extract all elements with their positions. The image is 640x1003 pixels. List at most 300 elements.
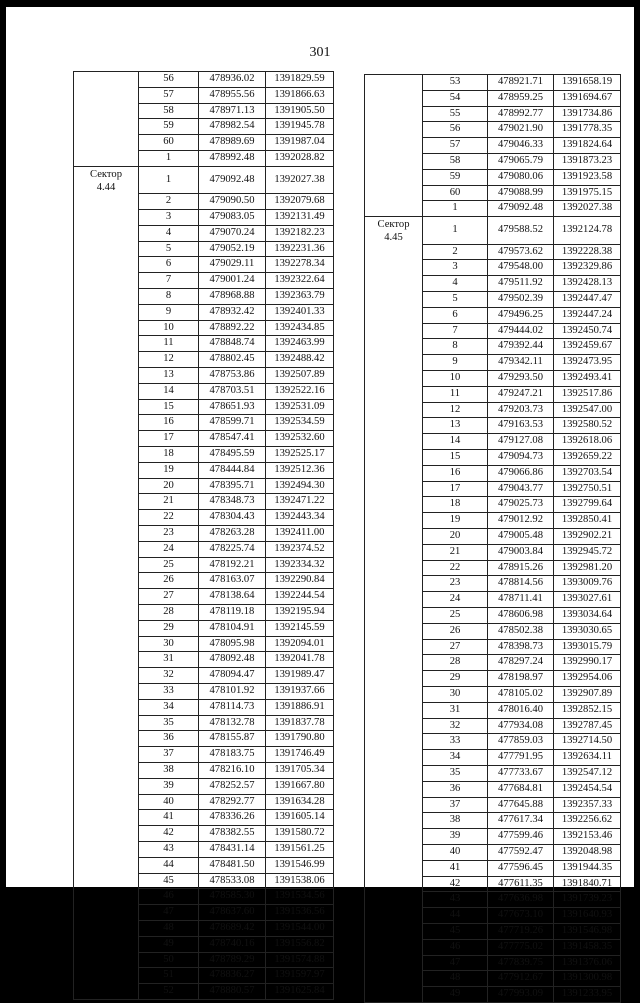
point-number-cell: 8: [139, 289, 199, 305]
y-coordinate-cell: 1391705.34: [266, 762, 334, 778]
y-coordinate-cell: 1391544.00: [266, 920, 334, 936]
table-row: [74, 273, 334, 289]
table-row: [365, 276, 621, 292]
y-coordinate-cell: 1392852.15: [554, 702, 621, 718]
x-coordinate-cell: 479066.86: [488, 465, 554, 481]
y-coordinate-cell: 1392041.78: [266, 652, 334, 668]
y-coordinate-cell: 1392787.45: [554, 718, 621, 734]
table-row: [365, 513, 621, 529]
sector-cell: [365, 955, 423, 971]
y-coordinate-cell: 1392463.99: [266, 336, 334, 352]
table-row: [365, 481, 621, 497]
x-coordinate-cell: 477719.26: [488, 923, 554, 939]
table-row: [365, 908, 621, 924]
x-coordinate-cell: 479293.50: [488, 371, 554, 387]
x-coordinate-cell: 478138.64: [199, 589, 266, 605]
table-row: [365, 418, 621, 434]
x-coordinate-cell: 478915.26: [488, 560, 554, 576]
y-coordinate-cell: 1392580.52: [554, 418, 621, 434]
table-row: [74, 984, 334, 1000]
y-coordinate-cell: 1392094.01: [266, 636, 334, 652]
sector-cell: [365, 734, 423, 750]
x-coordinate-cell: 477592.47: [488, 844, 554, 860]
table-row: [74, 135, 334, 151]
y-coordinate-cell: 1392322.64: [266, 273, 334, 289]
coordinates-table-left: [73, 71, 334, 1000]
point-number-cell: 20: [139, 478, 199, 494]
y-coordinate-cell: 1392517.86: [554, 386, 621, 402]
x-coordinate-cell: 479203.73: [488, 402, 554, 418]
y-coordinate-cell: 1391944.35: [554, 860, 621, 876]
x-coordinate-cell: 478016.40: [488, 702, 554, 718]
sector-cell: [365, 244, 423, 260]
y-coordinate-cell: 1391694.67: [554, 90, 621, 106]
sector-cell: [365, 292, 423, 308]
sector-cell: [74, 826, 139, 842]
sector-cell: [365, 138, 423, 154]
y-coordinate-cell: 1392954.06: [554, 671, 621, 687]
y-coordinate-cell: 1392443.34: [266, 510, 334, 526]
y-coordinate-cell: 1391734.86: [554, 106, 621, 122]
table-row: [74, 889, 334, 905]
table-row: [365, 797, 621, 813]
y-coordinate-cell: 1392411.00: [266, 526, 334, 542]
sector-cell: [74, 747, 139, 763]
point-number-cell: 45: [139, 873, 199, 889]
point-number-cell: 7: [423, 323, 488, 339]
y-coordinate-cell: 1391597.97: [266, 968, 334, 984]
x-coordinate-cell: 479025.73: [488, 497, 554, 513]
y-coordinate-cell: 1393015.79: [554, 639, 621, 655]
sector-cell: [74, 103, 139, 119]
sector-cell: [74, 87, 139, 103]
y-coordinate-cell: 1392048.98: [554, 844, 621, 860]
point-number-cell: 25: [423, 608, 488, 624]
point-number-cell: 1: [423, 217, 488, 245]
y-coordinate-cell: 1392532.60: [266, 431, 334, 447]
x-coordinate-cell: 477775.02: [488, 939, 554, 955]
sector-cell: [74, 715, 139, 731]
sector-cell: [74, 257, 139, 273]
sector-cell: [74, 762, 139, 778]
x-coordinate-cell: 478502.38: [488, 623, 554, 639]
point-number-cell: 12: [139, 352, 199, 368]
point-number-cell: 57: [139, 87, 199, 103]
table-row: [74, 320, 334, 336]
y-coordinate-cell: 1391574.88: [266, 952, 334, 968]
point-number-cell: 26: [139, 573, 199, 589]
point-number-cell: 10: [139, 320, 199, 336]
table-row: [74, 557, 334, 573]
sector-cell: [365, 844, 423, 860]
x-coordinate-cell: 478431.14: [199, 841, 266, 857]
point-number-cell: 28: [423, 655, 488, 671]
y-coordinate-cell: 1392714.50: [554, 734, 621, 750]
table-row: [365, 608, 621, 624]
sector-cell: [365, 623, 423, 639]
x-coordinate-cell: 478789.29: [199, 952, 266, 968]
sector-cell: [365, 153, 423, 169]
x-coordinate-cell: 478989.69: [199, 135, 266, 151]
table-row: [74, 573, 334, 589]
y-coordinate-cell: 1391458.35: [554, 939, 621, 955]
y-coordinate-cell: 1392278.34: [266, 257, 334, 273]
point-number-cell: 27: [139, 589, 199, 605]
y-coordinate-cell: 1392799.64: [554, 497, 621, 513]
table-row: [74, 194, 334, 210]
table-row: [74, 668, 334, 684]
table-row: [365, 185, 621, 201]
table-row: [365, 434, 621, 450]
table-row: [365, 153, 621, 169]
point-number-cell: 30: [423, 686, 488, 702]
x-coordinate-cell: 478637.60: [199, 905, 266, 921]
point-number-cell: 15: [423, 450, 488, 466]
y-coordinate-cell: 1391739.23: [554, 892, 621, 908]
sector-cell: [365, 106, 423, 122]
y-coordinate-cell: 1392027.38: [554, 201, 621, 217]
point-number-cell: 16: [139, 415, 199, 431]
point-number-cell: 19: [139, 462, 199, 478]
sector-cell: [365, 513, 423, 529]
y-coordinate-cell: 1391866.63: [266, 87, 334, 103]
y-coordinate-cell: 1392231.36: [266, 241, 334, 257]
x-coordinate-cell: 479511.92: [488, 276, 554, 292]
sector-cell: [365, 201, 423, 217]
x-coordinate-cell: 479127.08: [488, 434, 554, 450]
sector-cell: [74, 984, 139, 1000]
y-coordinate-cell: 1392850.41: [554, 513, 621, 529]
x-coordinate-cell: 478606.98: [488, 608, 554, 624]
y-coordinate-cell: 1392750.51: [554, 481, 621, 497]
point-number-cell: 34: [139, 699, 199, 715]
sector-cell: [74, 857, 139, 873]
sector-cell: [74, 541, 139, 557]
table-row: [365, 323, 621, 339]
sector-cell: [74, 968, 139, 984]
point-number-cell: 59: [423, 169, 488, 185]
sector-cell: [365, 529, 423, 545]
y-coordinate-cell: 1392357.33: [554, 797, 621, 813]
y-coordinate-cell: 1392182.23: [266, 225, 334, 241]
table-row: [365, 844, 621, 860]
point-number-cell: 29: [139, 620, 199, 636]
point-number-cell: 50: [139, 952, 199, 968]
sector-cell: [365, 829, 423, 845]
x-coordinate-cell: 479247.21: [488, 386, 554, 402]
point-number-cell: 60: [139, 135, 199, 151]
y-coordinate-cell: 1391580.72: [266, 826, 334, 842]
sector-cell: [365, 686, 423, 702]
table-row: [74, 920, 334, 936]
point-number-cell: 26: [423, 623, 488, 639]
y-coordinate-cell: 1391634.28: [266, 794, 334, 810]
table-row: [365, 497, 621, 513]
y-coordinate-cell: 1392329.86: [554, 260, 621, 276]
y-coordinate-cell: 1391546.98: [554, 923, 621, 939]
y-coordinate-cell: 1392659.22: [554, 450, 621, 466]
x-coordinate-cell: 478753.86: [199, 368, 266, 384]
sector-cell: [74, 905, 139, 921]
sector-cell: [365, 860, 423, 876]
table-row: [365, 201, 621, 217]
x-coordinate-cell: 478192.21: [199, 557, 266, 573]
table-row: [365, 623, 621, 639]
sector-cell: [365, 276, 423, 292]
point-number-cell: 40: [423, 844, 488, 860]
sector-cell: [74, 952, 139, 968]
point-number-cell: 51: [139, 968, 199, 984]
sector-cell: [365, 750, 423, 766]
x-coordinate-cell: 478092.48: [199, 652, 266, 668]
sector-cell: [365, 655, 423, 671]
x-coordinate-cell: 478105.02: [488, 686, 554, 702]
x-coordinate-cell: 479012.92: [488, 513, 554, 529]
x-coordinate-cell: 478481.50: [199, 857, 266, 873]
sector-cell: [365, 355, 423, 371]
x-coordinate-cell: 479043.77: [488, 481, 554, 497]
sector-label: Сектор 4.44: [90, 168, 122, 193]
y-coordinate-cell: 1391640.93: [554, 908, 621, 924]
sector-cell: [74, 778, 139, 794]
x-coordinate-cell: 478094.47: [199, 668, 266, 684]
y-coordinate-cell: 1392374.52: [266, 541, 334, 557]
point-number-cell: 3: [423, 260, 488, 276]
x-coordinate-cell: 478955.56: [199, 87, 266, 103]
table-row: [74, 478, 334, 494]
x-coordinate-cell: 478651.93: [199, 399, 266, 415]
sector-cell: [74, 399, 139, 415]
point-number-cell: 41: [139, 810, 199, 826]
y-coordinate-cell: 1392547.00: [554, 402, 621, 418]
y-coordinate-cell: 1392902.21: [554, 529, 621, 545]
table-row: [365, 292, 621, 308]
table-row: [74, 699, 334, 715]
point-number-cell: 13: [139, 368, 199, 384]
table-row: [365, 339, 621, 355]
table-row: [74, 72, 334, 88]
sector-cell: [365, 481, 423, 497]
sector-cell: [365, 923, 423, 939]
point-number-cell: 28: [139, 605, 199, 621]
point-number-cell: 45: [423, 923, 488, 939]
x-coordinate-cell: 479088.99: [488, 185, 554, 201]
sector-cell: [365, 718, 423, 734]
y-coordinate-cell: 1391556.82: [266, 936, 334, 952]
point-number-cell: 12: [423, 402, 488, 418]
point-number-cell: 39: [423, 829, 488, 845]
table-row: [365, 987, 621, 1003]
table-row: [74, 715, 334, 731]
point-number-cell: 33: [423, 734, 488, 750]
x-coordinate-cell: 478119.18: [199, 605, 266, 621]
table-row: [365, 860, 621, 876]
sector-cell: [74, 289, 139, 305]
table-row: [365, 750, 621, 766]
sector-cell: [365, 971, 423, 987]
table-row: [74, 494, 334, 510]
x-coordinate-cell: 478992.77: [488, 106, 554, 122]
point-number-cell: 58: [423, 153, 488, 169]
x-coordinate-cell: 478814.56: [488, 576, 554, 592]
point-number-cell: 31: [423, 702, 488, 718]
x-coordinate-cell: 479029.11: [199, 257, 266, 273]
point-number-cell: 43: [139, 841, 199, 857]
sector-cell: [74, 636, 139, 652]
sector-cell: [74, 510, 139, 526]
y-coordinate-cell: 1391837.78: [266, 715, 334, 731]
table-row: [365, 686, 621, 702]
table-row: [74, 905, 334, 921]
x-coordinate-cell: 477912.67: [488, 971, 554, 987]
point-number-cell: 23: [423, 576, 488, 592]
y-coordinate-cell: 1391824.64: [554, 138, 621, 154]
y-coordinate-cell: 1391829.59: [266, 72, 334, 88]
table-row: [365, 450, 621, 466]
point-number-cell: 17: [139, 431, 199, 447]
x-coordinate-cell: 477645.88: [488, 797, 554, 813]
x-coordinate-cell: 478585.30: [199, 889, 266, 905]
x-coordinate-cell: 479502.39: [488, 292, 554, 308]
x-coordinate-cell: 478880.57: [199, 984, 266, 1000]
table-row: [365, 639, 621, 655]
sector-cell: [74, 72, 139, 88]
table-row: [74, 257, 334, 273]
point-number-cell: 56: [139, 72, 199, 88]
x-coordinate-cell: 478444.84: [199, 462, 266, 478]
x-coordinate-cell: 478848.74: [199, 336, 266, 352]
x-coordinate-cell: 478183.75: [199, 747, 266, 763]
y-coordinate-cell: 1391376.06: [554, 955, 621, 971]
sector-cell: [365, 560, 423, 576]
x-coordinate-cell: 479080.06: [488, 169, 554, 185]
point-number-cell: 46: [423, 939, 488, 955]
x-coordinate-cell: 478155.87: [199, 731, 266, 747]
x-coordinate-cell: 479548.00: [488, 260, 554, 276]
x-coordinate-cell: 479092.48: [199, 166, 266, 194]
x-coordinate-cell: 478114.73: [199, 699, 266, 715]
point-number-cell: 1: [139, 150, 199, 166]
y-coordinate-cell: 1392634.11: [554, 750, 621, 766]
sector-cell: [365, 608, 423, 624]
x-coordinate-cell: 478225.74: [199, 541, 266, 557]
point-number-cell: 25: [139, 557, 199, 573]
point-number-cell: 9: [423, 355, 488, 371]
x-coordinate-cell: 478104.91: [199, 620, 266, 636]
y-coordinate-cell: 1391658.19: [554, 75, 621, 91]
sector-cell: [74, 210, 139, 226]
sector-cell: [74, 431, 139, 447]
point-number-cell: 1: [423, 201, 488, 217]
y-coordinate-cell: 1392153.46: [554, 829, 621, 845]
x-coordinate-cell: 477599.46: [488, 829, 554, 845]
y-coordinate-cell: 1392618.06: [554, 434, 621, 450]
sector-cell: [365, 418, 423, 434]
point-number-cell: 48: [139, 920, 199, 936]
table-row: [365, 892, 621, 908]
point-number-cell: 9: [139, 304, 199, 320]
x-coordinate-cell: 478689.42: [199, 920, 266, 936]
point-number-cell: 5: [139, 241, 199, 257]
point-number-cell: 52: [139, 984, 199, 1000]
x-coordinate-cell: 478304.43: [199, 510, 266, 526]
point-number-cell: 29: [423, 671, 488, 687]
x-coordinate-cell: 478936.02: [199, 72, 266, 88]
sector-cell: [74, 194, 139, 210]
x-coordinate-cell: 479573.62: [488, 244, 554, 260]
y-coordinate-cell: 1391546.99: [266, 857, 334, 873]
y-coordinate-cell: 1393009.76: [554, 576, 621, 592]
sector-cell: [365, 671, 423, 687]
point-number-cell: 22: [423, 560, 488, 576]
x-coordinate-cell: 478921.71: [488, 75, 554, 91]
table-row: [74, 605, 334, 621]
sector-cell: [74, 731, 139, 747]
point-number-cell: 38: [139, 762, 199, 778]
sector-cell: [74, 699, 139, 715]
table-row: [74, 794, 334, 810]
sector-cell: [74, 810, 139, 826]
point-number-cell: 30: [139, 636, 199, 652]
point-number-cell: 47: [139, 905, 199, 921]
sector-cell: [365, 307, 423, 323]
y-coordinate-cell: 1392334.32: [266, 557, 334, 573]
x-coordinate-cell: 478495.59: [199, 447, 266, 463]
table-row: [74, 103, 334, 119]
sector-cell: [74, 573, 139, 589]
table-row: [365, 529, 621, 545]
table-row: [74, 415, 334, 431]
sector-cell: [365, 169, 423, 185]
table-row: [74, 289, 334, 305]
y-coordinate-cell: 1392703.54: [554, 465, 621, 481]
x-coordinate-cell: 479083.05: [199, 210, 266, 226]
x-coordinate-cell: 479496.25: [488, 307, 554, 323]
y-coordinate-cell: 1392145.59: [266, 620, 334, 636]
x-coordinate-cell: 479342.11: [488, 355, 554, 371]
x-coordinate-cell: 479021.90: [488, 122, 554, 138]
page-number: 301: [309, 45, 331, 60]
y-coordinate-cell: 1391886.91: [266, 699, 334, 715]
y-coordinate-cell: 1392401.33: [266, 304, 334, 320]
coordinates-table-right: [364, 74, 621, 1003]
table-row: [74, 241, 334, 257]
point-number-cell: 3: [139, 210, 199, 226]
point-number-cell: 14: [139, 383, 199, 399]
table-row: [74, 589, 334, 605]
sector-cell: [365, 465, 423, 481]
y-coordinate-cell: 1392028.82: [266, 150, 334, 166]
table-row: [74, 731, 334, 747]
sector-cell: [365, 876, 423, 892]
table-row: [74, 857, 334, 873]
point-number-cell: 40: [139, 794, 199, 810]
x-coordinate-cell: 478959.25: [488, 90, 554, 106]
table-row: [365, 138, 621, 154]
y-coordinate-cell: 1392256.62: [554, 813, 621, 829]
y-coordinate-cell: 1391778.35: [554, 122, 621, 138]
sector-cell: [74, 652, 139, 668]
sector-cell: [365, 371, 423, 387]
point-number-cell: 16: [423, 465, 488, 481]
y-coordinate-cell: 1392447.24: [554, 307, 621, 323]
table-row: [365, 734, 621, 750]
sector-cell: [74, 668, 139, 684]
sector-cell: [74, 320, 139, 336]
table-row: [365, 217, 621, 245]
x-coordinate-cell: 477596.45: [488, 860, 554, 876]
y-coordinate-cell: 1392981.20: [554, 560, 621, 576]
